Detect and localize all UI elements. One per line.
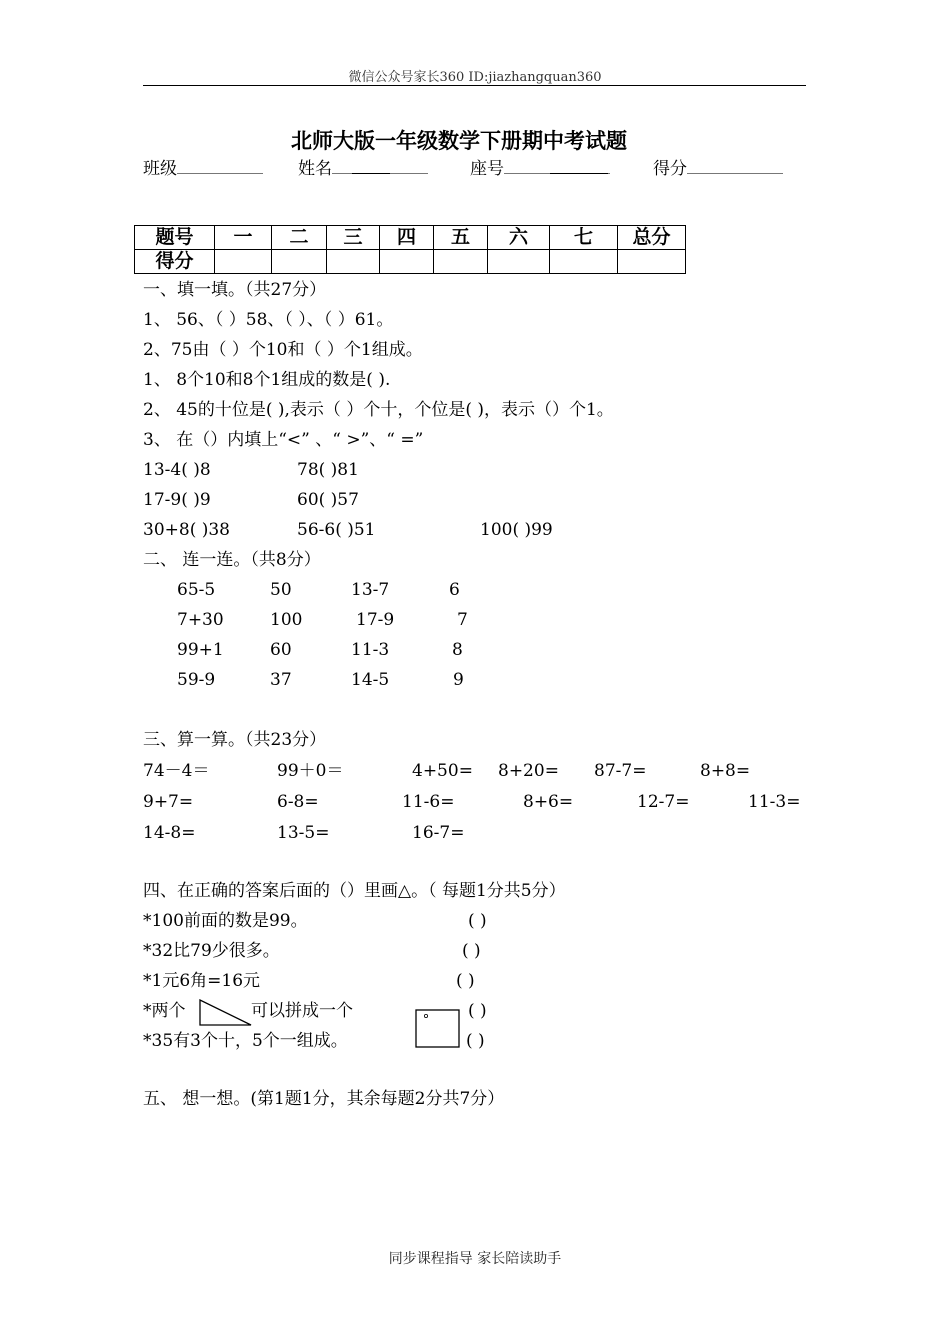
- judge-item-4b: 可以拼成一个: [251, 1001, 353, 1021]
- compare-3c: 100( )99: [480, 520, 553, 540]
- calc-item: 13-5=: [277, 823, 330, 843]
- class-label: 班级: [143, 159, 177, 179]
- score-blank: [687, 157, 783, 174]
- compare-3a: 30+8( )38: [143, 520, 230, 540]
- calc-item: 12-7=: [637, 792, 690, 812]
- judge-item-1: *100前面的数是99。: [143, 911, 308, 931]
- score-cell[interactable]: [272, 250, 327, 274]
- match-right-2: 9: [453, 670, 464, 690]
- section5-heading: 五、 想一想。(第1题1分，其余每题2分共7分）: [143, 1089, 505, 1109]
- match-right-1: 50: [270, 580, 292, 600]
- compare-2a: 17-9( )9: [143, 490, 211, 510]
- score-label: 得分: [653, 159, 687, 179]
- square-icon: [415, 1009, 461, 1049]
- page-header: 微信公众号家长360 ID:jiazhangquan360: [348, 70, 602, 85]
- s1-line-5: 3、 在（）内填上“<” 、“ >”、“ =”: [143, 430, 424, 450]
- match-left-1: 65-5: [177, 580, 216, 600]
- judge-paren-5[interactable]: ( ): [466, 1031, 485, 1051]
- calc-item: 9+7=: [143, 792, 194, 812]
- info-name: [298, 157, 428, 180]
- s1-line-4: 2、 45的十位是( ),表示（ ）个十，个位是( )，表示（）个1。: [143, 400, 614, 420]
- score-cell[interactable]: [215, 250, 272, 274]
- s1-line-3: 1、 8个10和8个1组成的数是( ).: [143, 370, 391, 390]
- score-table-header-row: [135, 226, 686, 250]
- calc-item: 11-3=: [748, 792, 801, 812]
- calc-item: 6-8=: [277, 792, 319, 812]
- calc-item: 11-6=: [402, 792, 455, 812]
- s1-line-2: 2、75由（ ）个10和（ ）个1组成。: [143, 340, 423, 360]
- section2-heading: 二、 连一连。（共8分）: [143, 550, 321, 570]
- cell-q2: 二: [272, 226, 327, 250]
- match-right-2: 8: [452, 640, 463, 660]
- judge-paren-4[interactable]: ( ): [468, 1001, 487, 1021]
- calc-item: 74－4＝: [143, 761, 210, 781]
- cell-question-no: 题号: [135, 226, 215, 250]
- section4-heading: 四、在正确的答案后面的（）里画△。（ 每题1分共5分）: [143, 881, 566, 901]
- calc-item: 99＋0＝: [277, 761, 344, 781]
- compare-1a: 13-4( )8: [143, 460, 211, 480]
- score-cell[interactable]: [488, 250, 550, 274]
- judge-item-2: *32比79少很多。: [143, 941, 280, 961]
- match-right-1: 60: [270, 640, 292, 660]
- judge-item-3: *1元6角=16元: [143, 971, 261, 991]
- header-rule: [143, 85, 806, 86]
- section1-heading: 一、填一填。（共27分）: [143, 280, 327, 300]
- calc-item: 8+6=: [523, 792, 574, 812]
- name-blank: [332, 157, 428, 174]
- cell-q5: 五: [434, 226, 488, 250]
- name-label: 姓名: [298, 159, 332, 179]
- score-cell[interactable]: [380, 250, 434, 274]
- calc-item: 16-7=: [412, 823, 465, 843]
- match-left-1: 99+1: [177, 640, 224, 660]
- match-right-2: 6: [449, 580, 460, 600]
- page-footer: 同步课程指导 家长陪读助手: [388, 1251, 562, 1267]
- section3-heading: 三、算一算。（共23分）: [143, 730, 327, 750]
- score-cell[interactable]: [618, 250, 686, 274]
- compare-3b: 56-6( )51: [297, 520, 376, 540]
- calc-item: 87-7=: [594, 761, 647, 781]
- s1-line-1: 1、 56、（ ）58、（ ）、（ ）61。: [143, 310, 394, 330]
- match-left-2: 17-9: [356, 610, 395, 630]
- match-left-2: 13-7: [351, 580, 390, 600]
- cell-score-label: 得分: [135, 250, 215, 274]
- info-score: [653, 157, 783, 180]
- judge-paren-2[interactable]: ( ): [462, 941, 481, 961]
- class-blank: [177, 157, 263, 174]
- match-left-1: 59-9: [177, 670, 216, 690]
- info-seat: [470, 157, 610, 180]
- score-table-score-row: [135, 250, 686, 274]
- cell-q7: 七: [550, 226, 618, 250]
- score-cell[interactable]: [327, 250, 380, 274]
- triangle-icon: [199, 999, 253, 1027]
- match-right-1: 100: [270, 610, 303, 630]
- match-right-1: 37: [270, 670, 292, 690]
- seat-label: 座号: [470, 159, 504, 179]
- cell-q6: 六: [488, 226, 550, 250]
- compare-2b: 60( )57: [297, 490, 359, 510]
- judge-item-5: *35有3个十，5个一组成。: [143, 1031, 348, 1051]
- cell-q1: 一: [215, 226, 272, 250]
- score-table: [134, 225, 686, 274]
- calc-item: 14-8=: [143, 823, 196, 843]
- judge-item-4a: *两个: [143, 1001, 186, 1021]
- cell-q3: 三: [327, 226, 380, 250]
- page-title: 北师大版一年级数学下册期中考试题: [291, 129, 627, 153]
- compare-1b: 78( )81: [297, 460, 359, 480]
- judge-paren-3[interactable]: ( ): [456, 971, 475, 991]
- judge-paren-1[interactable]: ( ): [468, 911, 487, 931]
- match-left-1: 7+30: [177, 610, 224, 630]
- cell-total: 总分: [618, 226, 686, 250]
- calc-item: 8+20=: [498, 761, 559, 781]
- calc-item: 8+8=: [700, 761, 751, 781]
- seat-blank: [504, 157, 610, 174]
- score-cell[interactable]: [550, 250, 618, 274]
- match-left-2: 11-3: [351, 640, 390, 660]
- calc-item: 4+50=: [412, 761, 473, 781]
- match-right-2: 7: [457, 610, 468, 630]
- cell-q4: 四: [380, 226, 434, 250]
- info-class: [143, 157, 263, 180]
- score-cell[interactable]: [434, 250, 488, 274]
- match-left-2: 14-5: [351, 670, 390, 690]
